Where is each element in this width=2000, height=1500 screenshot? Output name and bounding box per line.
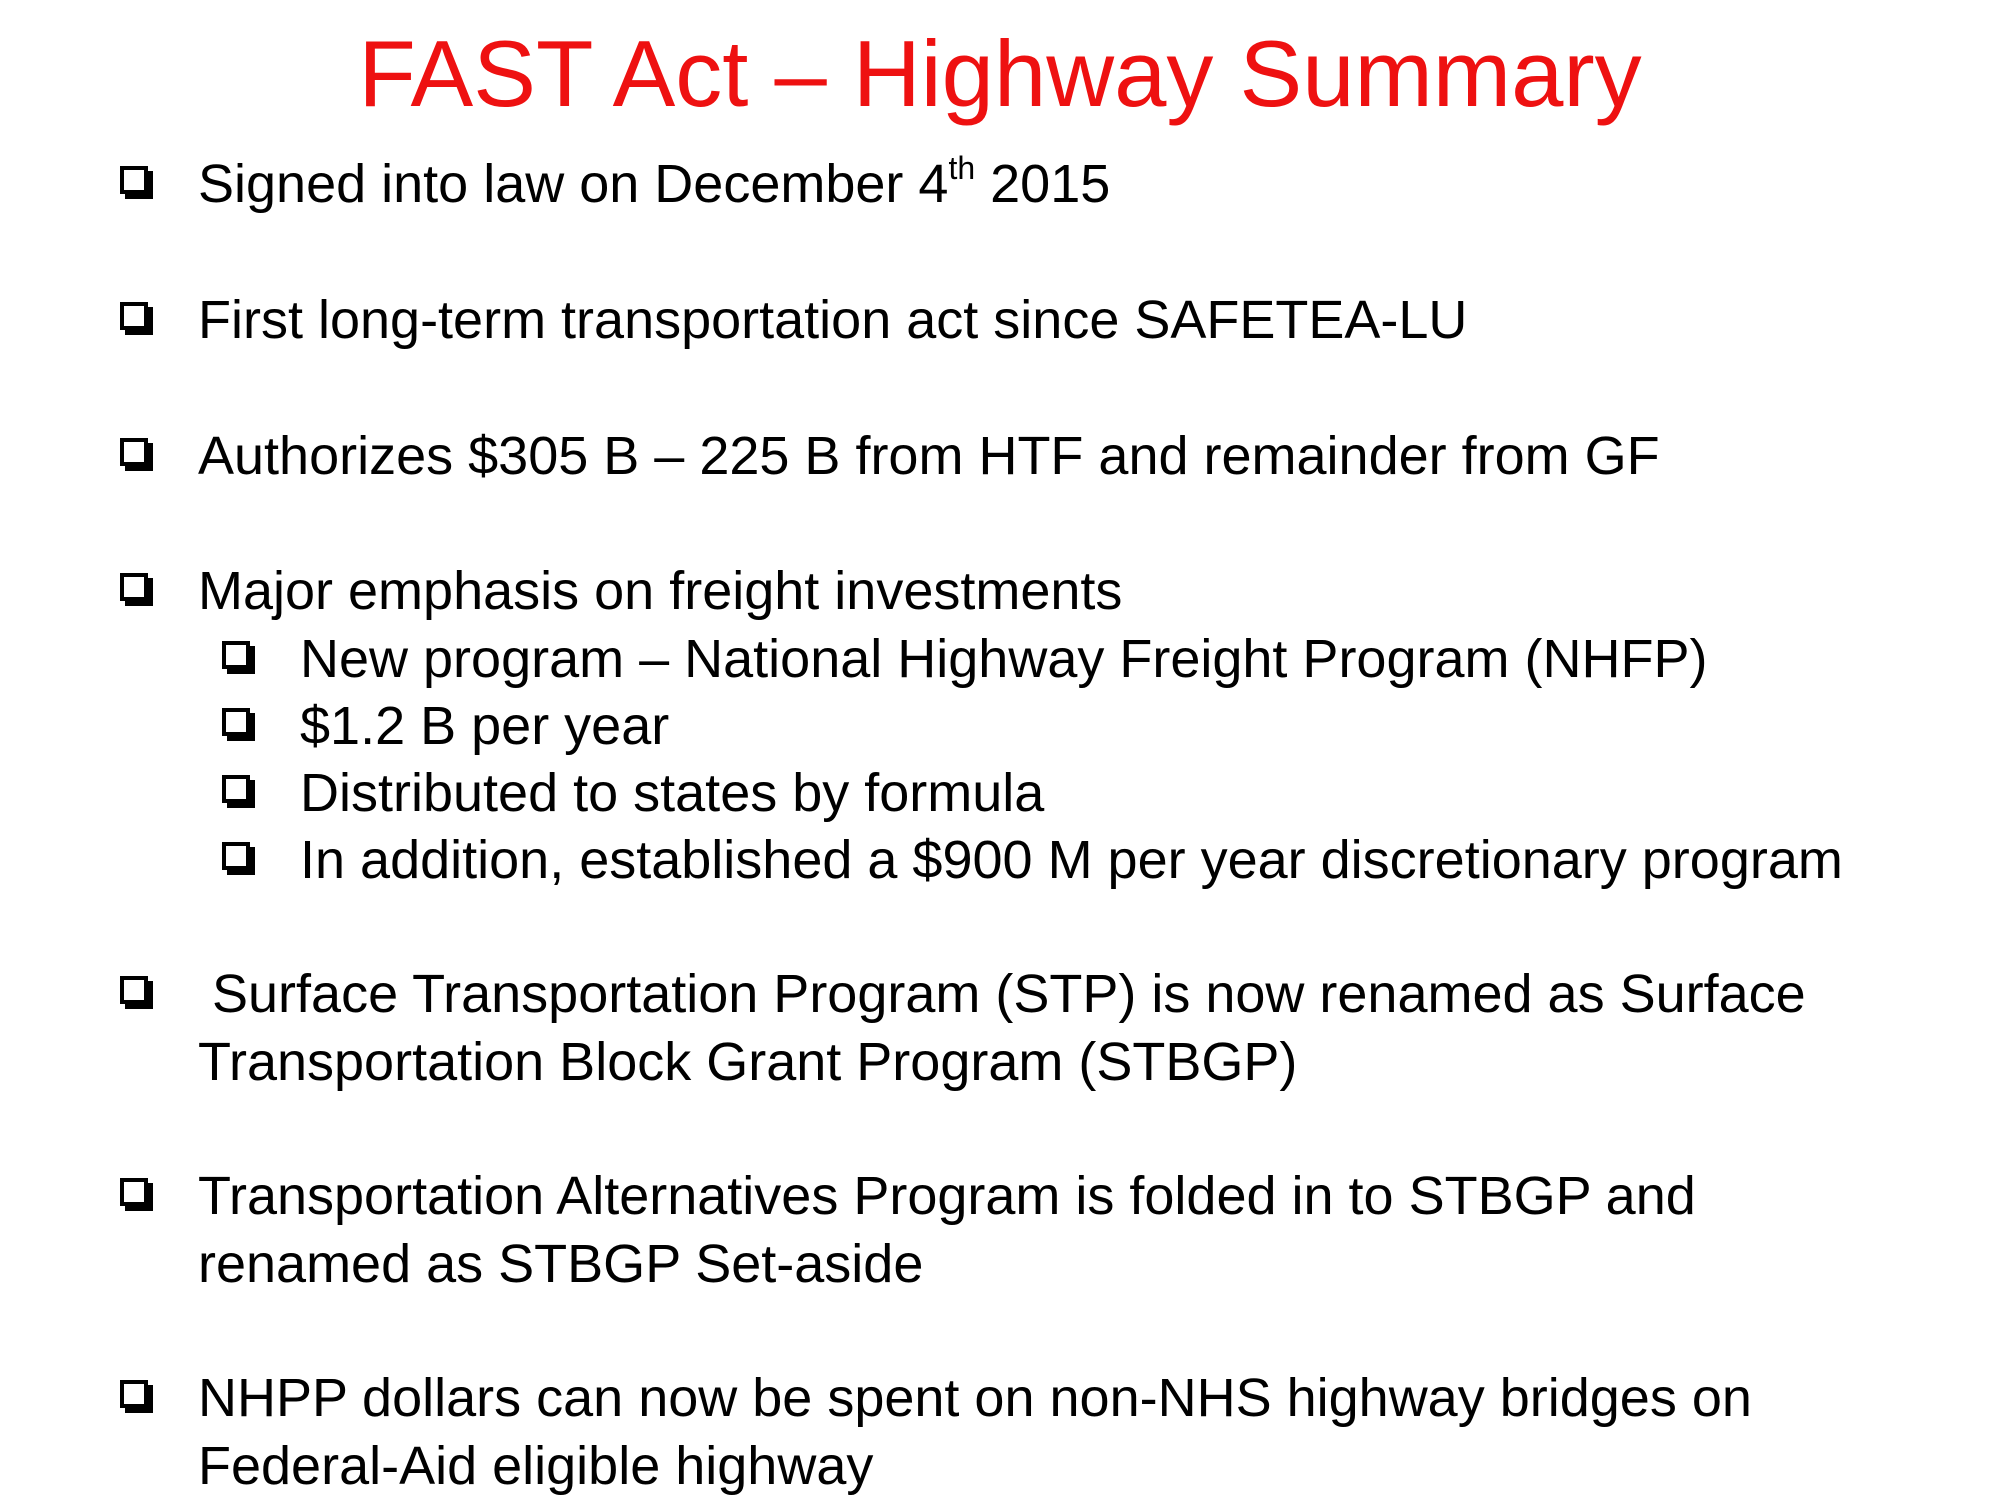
bullet-text-line1: Transportation Alternatives Program is folded in to STBGP and: [198, 1166, 1696, 1226]
checkbox-square-icon: [120, 438, 148, 466]
sub-item-text: $1.2 B per year: [300, 696, 670, 756]
sub-item-text: New program – National Highway Freight Program (NHFP): [300, 629, 1708, 689]
bullet-item-freight: [120, 557, 1970, 625]
bullet-text-line1: NHPP dollars can now be spent on non-NHS highway bridges on: [198, 1368, 1752, 1428]
checkbox-square-icon: [222, 708, 250, 736]
checkbox-square-icon: [120, 1380, 148, 1408]
sub-item-per-year: [222, 692, 1982, 760]
bullet-text: First long-term transportation act since SAFETEA-LU: [198, 290, 1468, 350]
bullet-text-line2: Transportation Block Grant Program (STBGP): [198, 1032, 1298, 1092]
bullet-text: Signed into law on December 4: [198, 154, 949, 214]
bullet-item-signed: [120, 150, 1970, 218]
bullet-item-stp: [120, 960, 1970, 1096]
checkbox-square-icon: [120, 976, 148, 1004]
checkbox-square-icon: [222, 842, 250, 870]
sub-item-nhfp: [222, 625, 1982, 693]
sub-item-discretionary: [222, 826, 1982, 894]
sub-item-text: Distributed to states by formula: [300, 763, 1045, 823]
checkbox-square-icon: [120, 1178, 148, 1206]
page-title: FAST Act – Highway Summary: [358, 21, 1642, 126]
bullet-text-line1: Surface Transportation Program (STP) is now renamed as Surface: [212, 964, 1806, 1024]
bullet-text-line2: renamed as STBGP Set-aside: [198, 1234, 924, 1294]
sub-item-formula: [222, 759, 1982, 827]
bullet-item-tap: [120, 1162, 1970, 1298]
bullet-text-after: 2015: [975, 154, 1111, 214]
checkbox-square-icon: [222, 775, 250, 803]
bullet-superscript: th: [948, 150, 976, 186]
bullet-text-line2: Federal-Aid eligible highway: [198, 1436, 874, 1496]
bullet-text: Major emphasis on freight investments: [198, 561, 1123, 621]
checkbox-square-icon: [222, 641, 250, 669]
bullet-item-authorizes: [120, 422, 1970, 490]
sub-item-text: In addition, established a $900 M per year discretionary program: [300, 830, 1843, 890]
bullet-item-first-long-term: [120, 286, 1970, 354]
bullet-text: Authorizes $305 B – 225 B from HTF and remainder from GF: [198, 426, 1660, 486]
checkbox-square-icon: [120, 302, 148, 330]
checkbox-square-icon: [120, 573, 148, 601]
checkbox-square-icon: [120, 166, 148, 194]
bullet-item-nhpp: [120, 1364, 1970, 1500]
